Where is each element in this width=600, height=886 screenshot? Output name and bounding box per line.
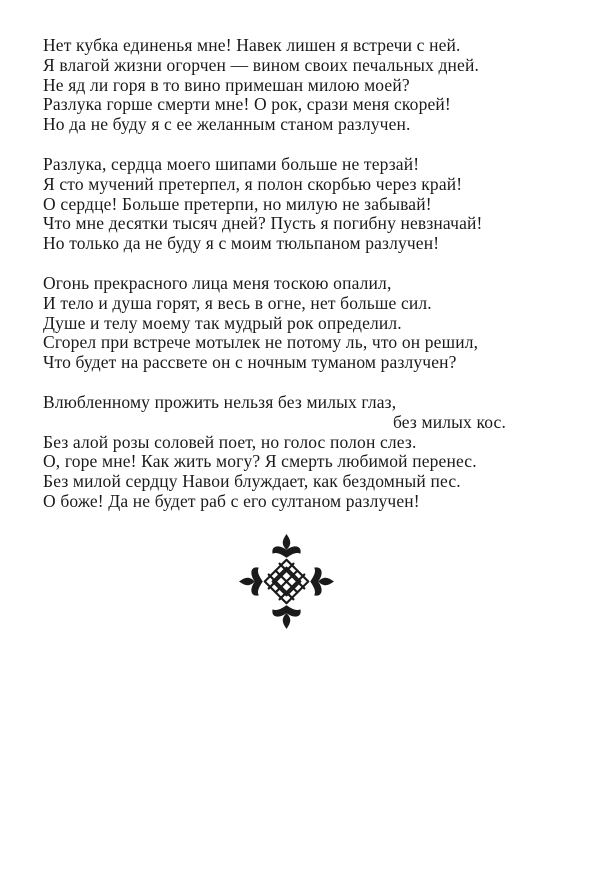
- poem-line: Я сто мучений претерпел, я полон скорбью через край!: [43, 173, 463, 194]
- poem-line: О боже! Да не будет раб с его султаном разлучен!: [43, 490, 420, 511]
- poem-line: О сердце! Больше претерпи, но милую не забывай!: [43, 193, 432, 214]
- floral-knot-ornament-icon: [237, 532, 336, 631]
- poem-line: Без милой сердцу Навои блуждает, как бездомный пес.: [43, 471, 461, 492]
- stanza-3: [43, 274, 563, 373]
- poem-line: Но только да не буду я с моим тюльпаном разлучен!: [43, 233, 440, 254]
- stanza-4: [43, 393, 563, 512]
- poem-line-continuation: без милых кос.: [392, 411, 506, 432]
- poem-line: Я влагой жизни огорчен — вином своих печальных дней.: [43, 54, 479, 75]
- poem-line: Но да не буду я с ее желанным станом разлучен.: [43, 114, 411, 135]
- poem: [43, 36, 563, 532]
- poem-line: Что мне десятки тысяч дней? Пусть я погибну невзначай!: [43, 213, 483, 234]
- stanza-2: [43, 155, 563, 254]
- poem-line: Разлука, сердца моего шипами больше не терзай!: [43, 153, 420, 174]
- poem-line: Без алой розы соловей поет, но голос полон слез.: [43, 431, 417, 452]
- poem-line: Что будет на рассвете он с ночным туманом разлучен?: [43, 352, 457, 373]
- poem-line: Разлука горше смерти мне! О рок, срази меня скорей!: [43, 94, 451, 115]
- poem-line: Нет кубка единенья мне! Навек лишен я встречи с ней.: [43, 35, 461, 55]
- poem-line: И тело и душа горят, я весь в огне, нет больше сил.: [43, 292, 432, 313]
- poem-line: Влюбленному прожить нельзя без милых глаз,: [43, 391, 397, 412]
- poem-line: Огонь прекрасного лица меня тоскою опалил,: [43, 272, 392, 293]
- poem-line: О, горе мне! Как жить могу? Я смерть любимой перенес.: [43, 451, 477, 472]
- poem-line: Не яд ли горя в то вино примешан милою моей?: [43, 74, 410, 95]
- poem-line: Душе и телу моему так мудрый рок определил.: [43, 312, 402, 333]
- poem-line: Сгорел при встрече мотылек не потому ль, что он решил,: [43, 332, 479, 353]
- stanza-1: [43, 36, 563, 135]
